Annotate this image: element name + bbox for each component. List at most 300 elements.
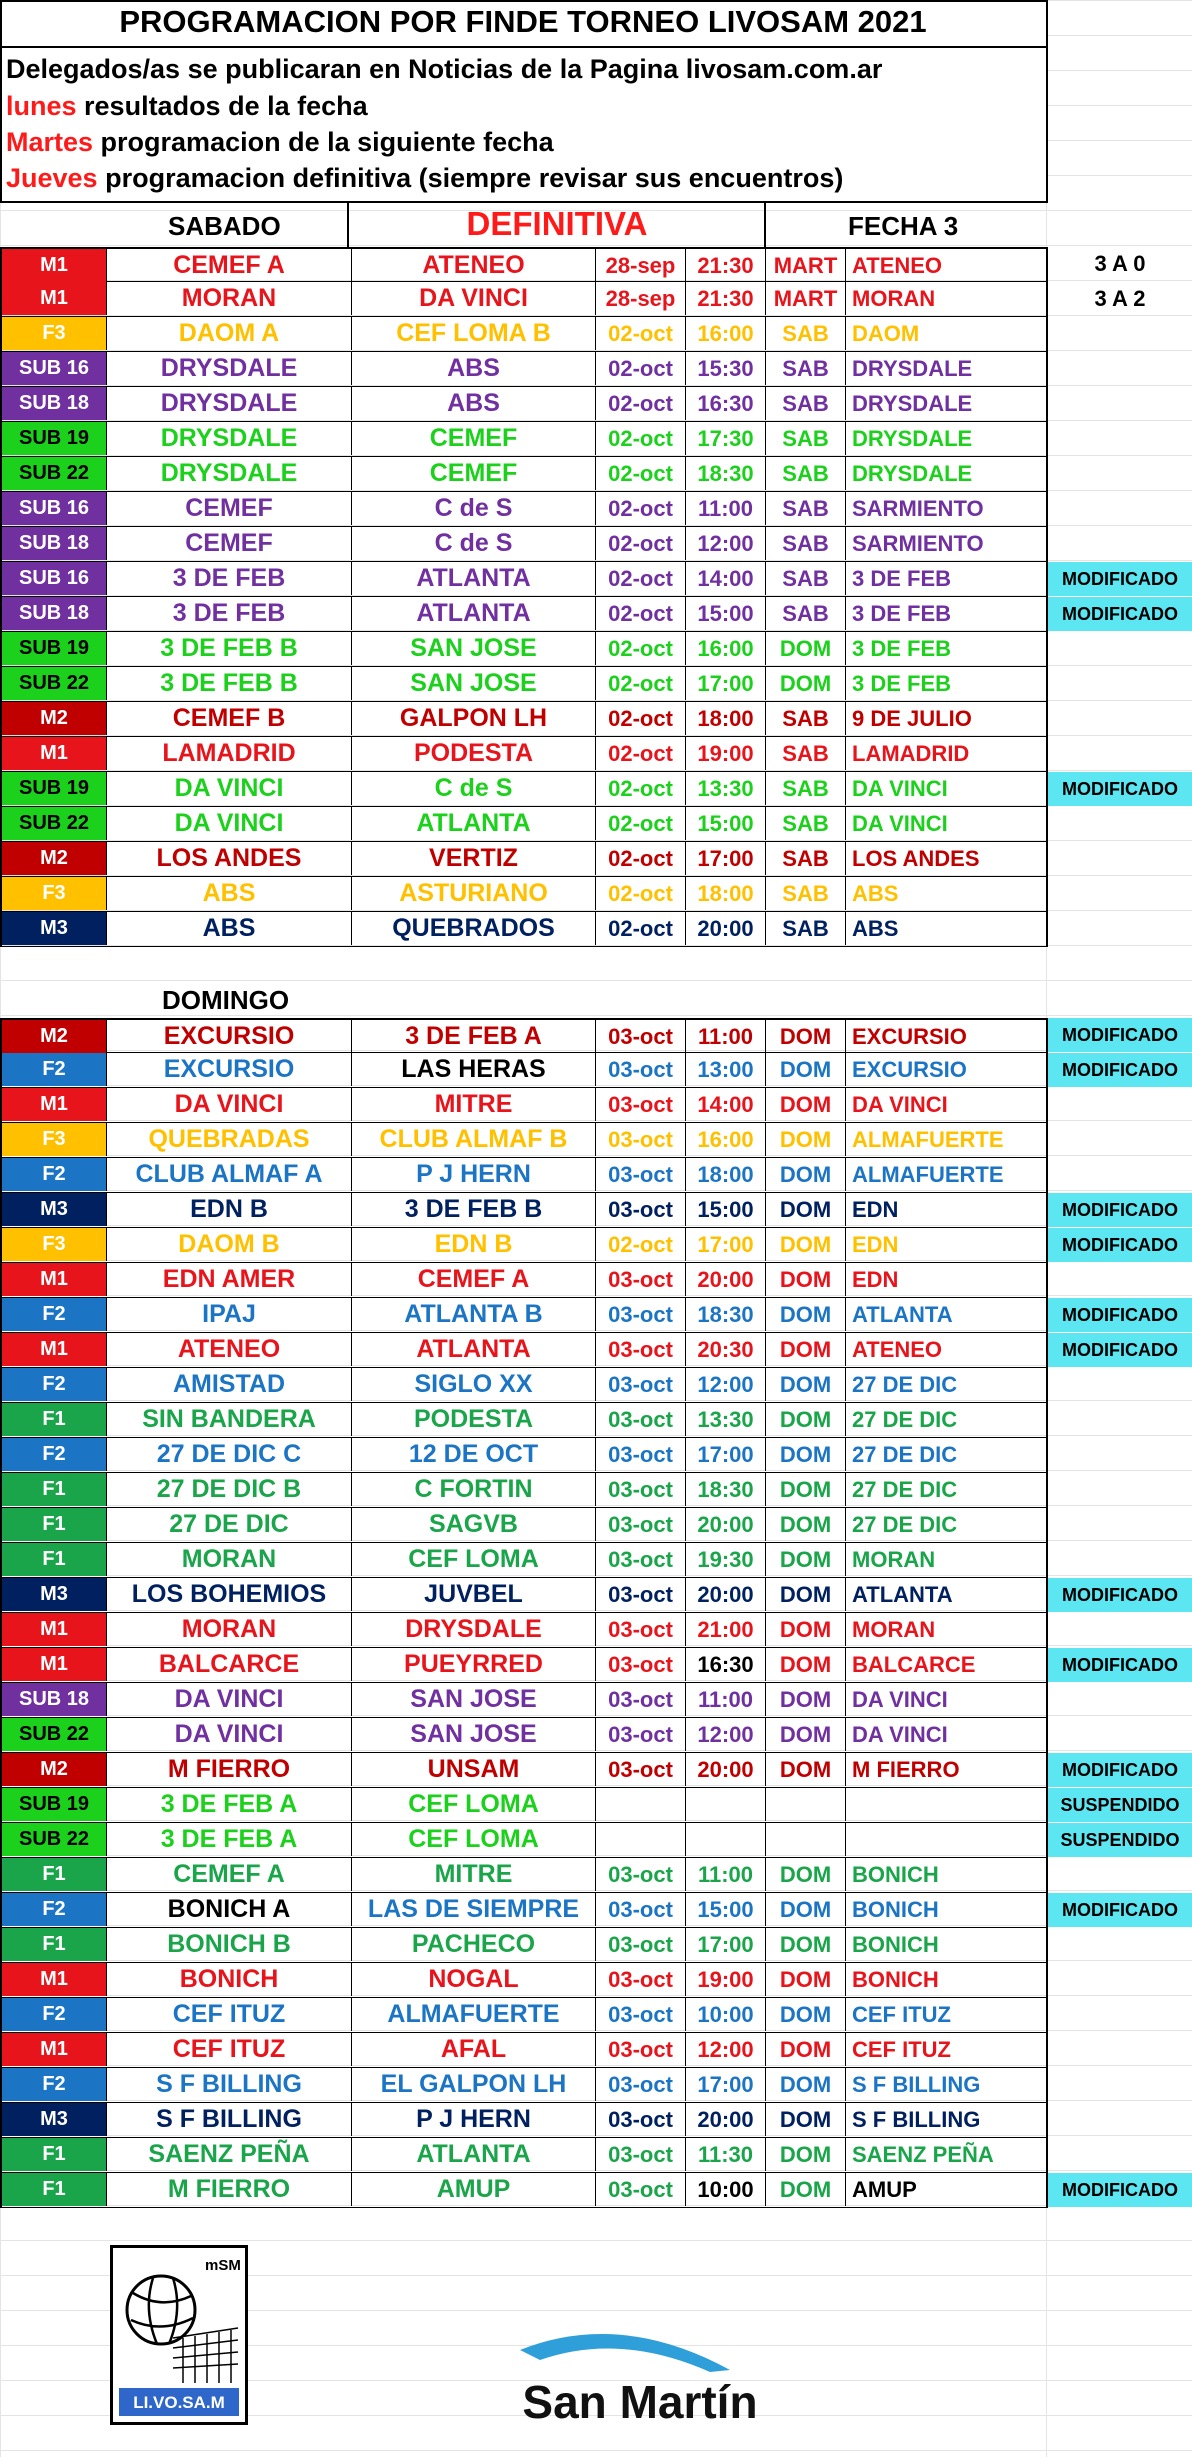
venue-cell: DRYSDALE <box>852 391 973 416</box>
time-cell: 19:00 <box>686 737 766 770</box>
category-cell: F2 <box>2 1158 107 1191</box>
info-line-1: Delegados/as se publicaran en Noticias de la Pagina livosam.com.ar <box>6 54 883 84</box>
date-cell: 03-oct <box>596 1858 686 1891</box>
table-row <box>0 527 1048 562</box>
venue-cell: ATLANTA <box>852 1582 953 1607</box>
away-team-cell: ATLANTA <box>352 1333 596 1366</box>
weekday-cell: SAB <box>766 387 846 420</box>
table-row <box>0 1543 1048 1578</box>
date-cell: 03-oct <box>596 1998 686 2031</box>
date-cell: 03-oct <box>596 1508 686 1541</box>
venue-cell: DAOM <box>852 321 920 346</box>
table-row <box>0 1858 1048 1893</box>
home-team-cell: AMISTAD <box>107 1368 352 1401</box>
date-cell: 03-oct <box>596 1613 686 1646</box>
category-cell: SUB 22 <box>2 1718 107 1751</box>
home-team-cell: LOS BOHEMIOS <box>107 1578 352 1611</box>
table-row <box>0 1018 1048 1053</box>
away-team-cell: MITRE <box>352 1088 596 1121</box>
time-cell: 18:00 <box>686 1158 766 1191</box>
venue-cell: S F BILLING <box>852 2072 981 2097</box>
date-cell: 03-oct <box>596 1683 686 1716</box>
time-cell: 18:00 <box>686 877 766 910</box>
venue-cell: BONICH <box>852 1932 939 1957</box>
date-cell: 03-oct <box>596 1473 686 1506</box>
time-cell: 17:30 <box>686 422 766 455</box>
home-team-cell: 27 DE DIC <box>107 1508 352 1541</box>
away-team-cell: SIGLO XX <box>352 1368 596 1401</box>
away-team-cell: ATENEO <box>352 249 596 282</box>
venue-cell: DRYSDALE <box>852 461 973 486</box>
time-cell: 12:00 <box>686 1718 766 1751</box>
venue-cell: EDN <box>852 1232 899 1257</box>
table-row <box>0 1718 1048 1753</box>
away-team-cell: LAS DE SIEMPRE <box>352 1893 596 1926</box>
info-line-3 <box>6 127 554 158</box>
category-cell: F3 <box>2 317 107 350</box>
weekday-cell: DOM <box>766 1368 846 1401</box>
category-cell: F1 <box>2 1508 107 1541</box>
status-badge: MODIFICADO <box>1048 1018 1192 1052</box>
weekday-cell: SAB <box>766 352 846 385</box>
table-row <box>0 842 1048 877</box>
status-badge: MODIFICADO <box>1048 1053 1192 1087</box>
away-team-cell: LAS HERAS <box>352 1053 596 1086</box>
weekday-cell: DOM <box>766 1123 846 1156</box>
table-row <box>0 457 1048 492</box>
status-badge: MODIFICADO <box>1048 597 1192 631</box>
time-cell: 17:00 <box>686 2068 766 2101</box>
category-cell: SUB 22 <box>2 667 107 700</box>
venue-cell: ALMAFUERTE <box>852 1127 1004 1152</box>
date-cell: 02-oct <box>596 422 686 455</box>
table-row <box>0 2068 1048 2103</box>
time-cell: 12:00 <box>686 527 766 560</box>
away-team-cell: NOGAL <box>352 1963 596 1996</box>
time-cell: 12:00 <box>686 1368 766 1401</box>
venue-cell: LAMADRID <box>852 741 970 766</box>
home-team-cell: DA VINCI <box>107 772 352 805</box>
table-row <box>0 2103 1048 2138</box>
away-team-cell: SAN JOSE <box>352 1718 596 1751</box>
weekday-cell: DOM <box>766 1333 846 1366</box>
status-badge: MODIFICADO <box>1048 1298 1192 1332</box>
weekday-cell: DOM <box>766 1963 846 1996</box>
home-team-cell: BONICH <box>107 1963 352 1996</box>
status-badge: MODIFICADO <box>1048 1753 1192 1787</box>
date-cell: 03-oct <box>596 1893 686 1926</box>
weekday-cell <box>766 1788 846 1821</box>
date-cell: 02-oct <box>596 492 686 525</box>
category-cell: M2 <box>2 1020 107 1053</box>
date-cell: 02-oct <box>596 877 686 910</box>
away-team-cell: ATLANTA <box>352 807 596 840</box>
home-team-cell: EDN AMER <box>107 1263 352 1296</box>
venue-cell: 3 DE FEB <box>852 566 952 591</box>
weekday-cell: DOM <box>766 1020 846 1053</box>
time-cell: 20:00 <box>686 2103 766 2136</box>
date-cell: 02-oct <box>596 807 686 840</box>
home-team-cell: EXCURSIO <box>107 1020 352 1053</box>
category-cell: M2 <box>2 842 107 875</box>
date-cell: 03-oct <box>596 1053 686 1086</box>
away-team-cell: PODESTA <box>352 737 596 770</box>
away-team-cell: QUEBRADOS <box>352 912 596 945</box>
table-row <box>0 2173 1048 2208</box>
table-row <box>0 1473 1048 1508</box>
away-team-cell: CEMEF A <box>352 1263 596 1296</box>
date-cell: 02-oct <box>596 842 686 875</box>
category-cell: SUB 19 <box>2 422 107 455</box>
weekday-cell: DOM <box>766 1858 846 1891</box>
category-cell: M1 <box>2 1963 107 1996</box>
weekday-cell: DOM <box>766 1228 846 1261</box>
category-cell: M1 <box>2 1648 107 1681</box>
home-team-cell: DRYSDALE <box>107 422 352 455</box>
home-team-cell: 3 DE FEB A <box>107 1823 352 1856</box>
venue-cell: ATENEO <box>852 253 943 278</box>
home-team-cell: MORAN <box>107 1543 352 1576</box>
category-cell: SUB 19 <box>2 772 107 805</box>
weekday-cell: DOM <box>766 2068 846 2101</box>
home-team-cell: CLUB ALMAF A <box>107 1158 352 1191</box>
date-cell: 02-oct <box>596 702 686 735</box>
time-cell: 19:00 <box>686 1963 766 1996</box>
category-cell: M1 <box>2 1088 107 1121</box>
venue-cell: BONICH <box>852 1897 939 1922</box>
livosam-logo <box>110 2245 248 2425</box>
venue-cell: LOS ANDES <box>852 846 980 871</box>
away-team-cell: VERTIZ <box>352 842 596 875</box>
table-row <box>0 562 1048 597</box>
time-cell: 17:00 <box>686 667 766 700</box>
time-cell: 15:00 <box>686 597 766 630</box>
home-team-cell: 3 DE FEB <box>107 562 352 595</box>
table-row <box>0 1333 1048 1368</box>
away-team-cell: SAN JOSE <box>352 1683 596 1716</box>
table-row <box>0 737 1048 772</box>
category-cell: SUB 19 <box>2 1788 107 1821</box>
table-row <box>0 2138 1048 2173</box>
category-cell: F1 <box>2 1473 107 1506</box>
away-team-cell: PACHECO <box>352 1928 596 1961</box>
info-line-4 <box>6 163 843 194</box>
weekday-cell: DOM <box>766 1263 846 1296</box>
date-cell: 03-oct <box>596 1368 686 1401</box>
weekday-cell: SAB <box>766 422 846 455</box>
table-row <box>0 1158 1048 1193</box>
away-team-cell: 3 DE FEB B <box>352 1193 596 1226</box>
away-team-cell: C de S <box>352 492 596 525</box>
venue-cell: MORAN <box>852 1547 936 1572</box>
weekday-cell: SAB <box>766 317 846 350</box>
weekday-cell: DOM <box>766 1403 846 1436</box>
home-team-cell: BONICH B <box>107 1928 352 1961</box>
table-row <box>0 2033 1048 2068</box>
category-cell: F1 <box>2 2138 107 2171</box>
table-row <box>0 1788 1048 1823</box>
table-row <box>0 1753 1048 1788</box>
category-cell: M1 <box>2 737 107 770</box>
venue-cell: DA VINCI <box>852 811 948 836</box>
date-cell: 03-oct <box>596 1020 686 1053</box>
home-team-cell: LAMADRID <box>107 737 352 770</box>
home-team-cell: DA VINCI <box>107 1683 352 1716</box>
date-cell: 03-oct <box>596 1263 686 1296</box>
category-cell: SUB 19 <box>2 632 107 665</box>
time-cell: 18:00 <box>686 702 766 735</box>
home-team-cell: S F BILLING <box>107 2068 352 2101</box>
venue-cell: ATENEO <box>852 1337 943 1362</box>
home-team-cell: DAOM A <box>107 317 352 350</box>
status-badge: MODIFICADO <box>1048 1193 1192 1227</box>
table-row <box>0 247 1048 282</box>
result-label: 3 A 2 <box>1094 286 1146 311</box>
time-cell: 18:30 <box>686 1473 766 1506</box>
away-team-cell: ASTURIANO <box>352 877 596 910</box>
info-line-2-text: resultados de la fecha <box>76 91 368 121</box>
venue-cell: 9 DE JULIO <box>852 706 972 731</box>
date-cell: 03-oct <box>596 1158 686 1191</box>
weekday-cell: DOM <box>766 1648 846 1681</box>
venue-cell: DRYSDALE <box>852 356 973 381</box>
weekday-cell: DOM <box>766 1683 846 1716</box>
header-cell-border <box>347 203 349 249</box>
venue-cell: DA VINCI <box>852 1092 948 1117</box>
home-team-cell: LOS ANDES <box>107 842 352 875</box>
table-row <box>0 877 1048 912</box>
away-team-cell: CLUB ALMAF B <box>352 1123 596 1156</box>
table-row <box>0 352 1048 387</box>
category-cell: F3 <box>2 1123 107 1156</box>
category-cell: SUB 18 <box>2 527 107 560</box>
time-cell: 20:00 <box>686 912 766 945</box>
home-team-cell: DA VINCI <box>107 1718 352 1751</box>
logo-bottom-text: LI.VO.SA.M <box>133 2393 225 2412</box>
away-team-cell: ATLANTA <box>352 2138 596 2171</box>
table-row <box>0 1683 1048 1718</box>
category-cell: SUB 16 <box>2 492 107 525</box>
venue-cell: 3 DE FEB <box>852 671 952 696</box>
date-cell: 03-oct <box>596 1298 686 1331</box>
header-cell-border <box>764 203 766 249</box>
category-cell: M2 <box>2 1753 107 1786</box>
venue-cell: SAENZ PEÑA <box>852 2142 994 2167</box>
weekday-cell: DOM <box>766 1893 846 1926</box>
away-team-cell: P J HERN <box>352 1158 596 1191</box>
away-team-cell: CEF LOMA B <box>352 317 596 350</box>
time-cell: 13:30 <box>686 772 766 805</box>
away-team-cell: AMUP <box>352 2173 596 2206</box>
category-cell: F2 <box>2 1053 107 1086</box>
venue-cell <box>846 1788 1046 1821</box>
date-cell: 02-oct <box>596 772 686 805</box>
category-cell: M1 <box>2 1263 107 1296</box>
san-martin-logo <box>470 2320 810 2440</box>
time-cell: 16:00 <box>686 632 766 665</box>
weekday-cell: DOM <box>766 667 846 700</box>
date-cell: 03-oct <box>596 2033 686 2066</box>
date-cell: 03-oct <box>596 1753 686 1786</box>
category-cell: SUB 16 <box>2 562 107 595</box>
away-team-cell: CEF LOMA <box>352 1543 596 1576</box>
away-team-cell: JUVBEL <box>352 1578 596 1611</box>
home-team-cell: SIN BANDERA <box>107 1403 352 1436</box>
time-cell: 14:00 <box>686 562 766 595</box>
time-cell: 13:00 <box>686 1053 766 1086</box>
venue-cell: CEF ITUZ <box>852 2002 951 2027</box>
away-team-cell: PODESTA <box>352 1403 596 1436</box>
venue-cell: EXCURSIO <box>852 1057 967 1082</box>
home-team-cell: BONICH A <box>107 1893 352 1926</box>
venue-cell: SARMIENTO <box>852 531 984 556</box>
weekday-cell: SAB <box>766 527 846 560</box>
venue-cell: ALMAFUERTE <box>852 1162 1004 1187</box>
time-cell: 12:00 <box>686 2033 766 2066</box>
volleyball-icon <box>113 2248 245 2422</box>
away-team-cell: ATLANTA B <box>352 1298 596 1331</box>
date-cell: 03-oct <box>596 1928 686 1961</box>
date-cell: 03-oct <box>596 2173 686 2206</box>
away-team-cell: P J HERN <box>352 2103 596 2136</box>
home-team-cell: 3 DE FEB <box>107 597 352 630</box>
table-row <box>0 1368 1048 1403</box>
category-cell: M3 <box>2 1193 107 1226</box>
weekday-cell: DOM <box>766 1158 846 1191</box>
category-cell: F2 <box>2 1298 107 1331</box>
date-cell: 03-oct <box>596 2103 686 2136</box>
weekday-cell: SAB <box>766 877 846 910</box>
category-cell: M3 <box>2 1578 107 1611</box>
date-cell: 02-oct <box>596 912 686 945</box>
info-line-3-text: programacion de la siguiente fecha <box>93 127 554 157</box>
time-cell: 17:00 <box>686 1438 766 1471</box>
away-team-cell: CEMEF <box>352 457 596 490</box>
time-cell <box>686 1823 766 1856</box>
weekday-cell: DOM <box>766 1613 846 1646</box>
date-cell: 02-oct <box>596 457 686 490</box>
venue-cell: AMUP <box>852 2177 917 2202</box>
date-cell: 02-oct <box>596 667 686 700</box>
away-team-cell: CEF LOMA <box>352 1788 596 1821</box>
weekday-cell: DOM <box>766 2033 846 2066</box>
time-cell: 16:30 <box>686 387 766 420</box>
san-martin-text: San Martín <box>522 2376 758 2428</box>
date-cell: 03-oct <box>596 1333 686 1366</box>
weekday-cell: SAB <box>766 702 846 735</box>
venue-cell: 27 DE DIC <box>852 1442 958 1467</box>
weekday-cell: SAB <box>766 597 846 630</box>
time-cell <box>686 1788 766 1821</box>
away-team-cell: ATLANTA <box>352 562 596 595</box>
away-team-cell: DA VINCI <box>352 282 596 315</box>
info-line-3-red: Martes <box>6 127 94 157</box>
weekday-cell: DOM <box>766 1578 846 1611</box>
date-cell: 02-oct <box>596 737 686 770</box>
home-team-cell: ABS <box>107 912 352 945</box>
status-label: DEFINITIVA <box>466 205 648 242</box>
venue-cell: BONICH <box>852 1967 939 1992</box>
venue-cell <box>846 1823 1046 1856</box>
date-cell: 03-oct <box>596 1648 686 1681</box>
venue-cell: BALCARCE <box>852 1652 976 1677</box>
home-team-cell: 27 DE DIC C <box>107 1438 352 1471</box>
weekday-cell: SAB <box>766 912 846 945</box>
venue-cell: DA VINCI <box>852 1687 948 1712</box>
home-team-cell: EXCURSIO <box>107 1053 352 1086</box>
home-team-cell: CEMEF <box>107 492 352 525</box>
header-divider <box>0 46 1048 48</box>
home-team-cell: CEMEF B <box>107 702 352 735</box>
date-cell: 28-sep <box>596 282 686 315</box>
date-cell: 03-oct <box>596 1718 686 1751</box>
category-cell: F1 <box>2 1403 107 1436</box>
weekday-cell: DOM <box>766 1438 846 1471</box>
time-cell: 20:30 <box>686 1333 766 1366</box>
time-cell: 10:00 <box>686 1998 766 2031</box>
table-row <box>0 492 1048 527</box>
category-cell: M1 <box>2 1613 107 1646</box>
home-team-cell: QUEBRADAS <box>107 1123 352 1156</box>
venue-cell: M FIERRO <box>852 1757 960 1782</box>
venue-cell: ABS <box>852 916 899 941</box>
home-team-cell: DRYSDALE <box>107 457 352 490</box>
time-cell: 18:30 <box>686 1298 766 1331</box>
weekday-cell: DOM <box>766 1298 846 1331</box>
status-badge: MODIFICADO <box>1048 2173 1192 2207</box>
venue-cell: ATLANTA <box>852 1302 953 1327</box>
time-cell: 21:30 <box>686 282 766 315</box>
away-team-cell: MITRE <box>352 1858 596 1891</box>
info-line-2-red: lunes <box>6 91 77 121</box>
weekday-cell: SAB <box>766 737 846 770</box>
table-row <box>0 1123 1048 1158</box>
date-cell: 02-oct <box>596 387 686 420</box>
time-cell: 16:00 <box>686 1123 766 1156</box>
date-cell: 03-oct <box>596 1578 686 1611</box>
table-row <box>0 1928 1048 1963</box>
date-cell: 02-oct <box>596 1228 686 1261</box>
venue-cell: CEF ITUZ <box>852 2037 951 2062</box>
category-cell: SUB 22 <box>2 807 107 840</box>
away-team-cell: DRYSDALE <box>352 1613 596 1646</box>
table-row <box>0 597 1048 632</box>
home-team-cell: BALCARCE <box>107 1648 352 1681</box>
weekday-cell: MART <box>766 249 846 282</box>
date-cell: 03-oct <box>596 1123 686 1156</box>
home-team-cell: CEMEF <box>107 527 352 560</box>
away-team-cell: C FORTIN <box>352 1473 596 1506</box>
category-cell: SUB 18 <box>2 597 107 630</box>
category-cell: M2 <box>2 702 107 735</box>
table-row <box>0 1088 1048 1123</box>
away-team-cell: C de S <box>352 527 596 560</box>
category-cell: M3 <box>2 912 107 945</box>
weekday-cell <box>766 1823 846 1856</box>
time-cell: 14:00 <box>686 1088 766 1121</box>
weekday-cell: DOM <box>766 1508 846 1541</box>
weekday-cell: DOM <box>766 1053 846 1086</box>
logo-top-text: mSM <box>205 2257 241 2274</box>
table-row <box>0 667 1048 702</box>
category-cell: M1 <box>2 249 107 282</box>
venue-cell: 27 DE DIC <box>852 1512 958 1537</box>
category-cell: SUB 22 <box>2 1823 107 1856</box>
category-cell: SUB 22 <box>2 457 107 490</box>
weekday-cell: DOM <box>766 1543 846 1576</box>
status-badge: MODIFICADO <box>1048 1648 1192 1682</box>
venue-cell: DA VINCI <box>852 1722 948 1747</box>
